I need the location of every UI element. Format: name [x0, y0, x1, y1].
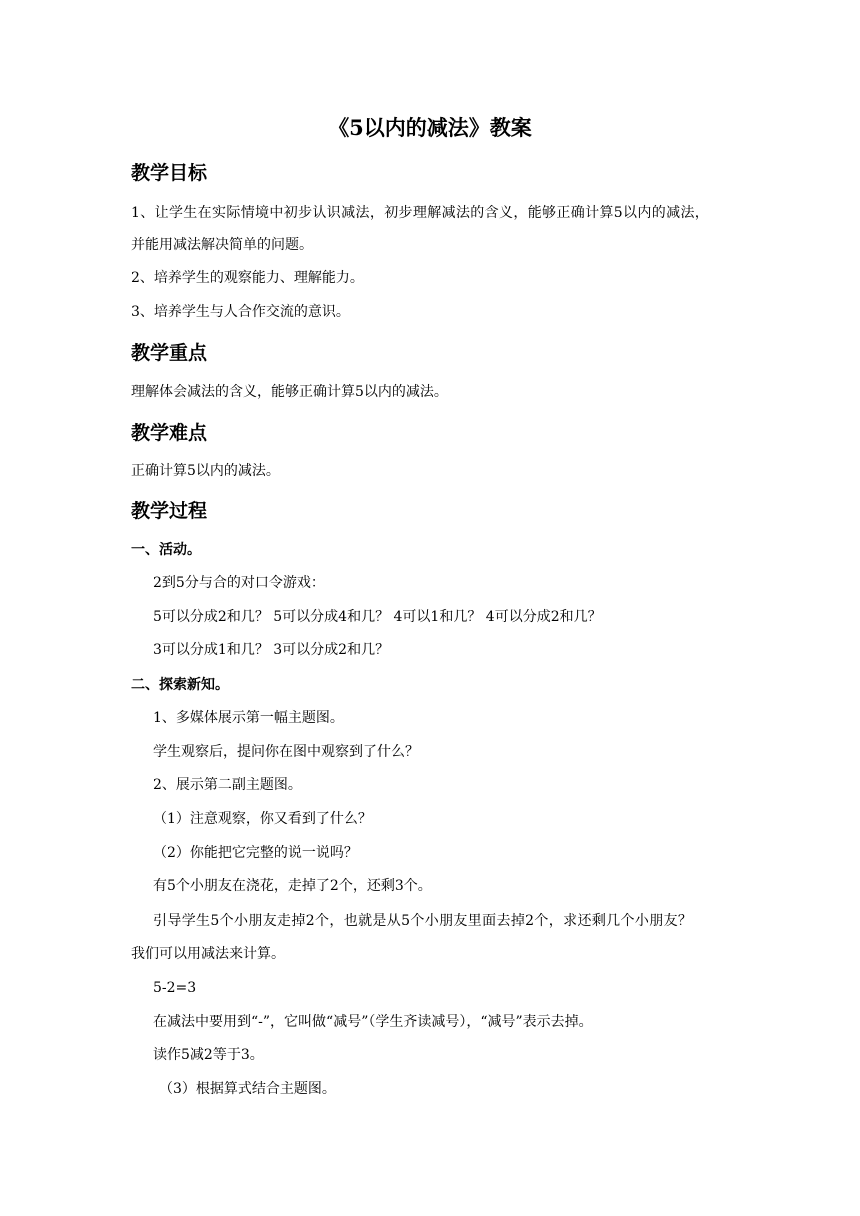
- process-part2-line-6: 有5个小朋友在浇花，走掉了2个，还剩3个。: [153, 878, 432, 894]
- process-part1-line-1: 2到5分与合的对口令游戏：: [153, 575, 325, 591]
- process-part1-heading: 一、活动。: [131, 542, 201, 558]
- process-part2-line-11: 读作5减2等于3。: [153, 1047, 264, 1063]
- process-part2-line-4: （1）注意观察，你又看到了什么？: [153, 811, 372, 827]
- process-part1-line-3: 3可以分成1和几？ 3可以分成2和几？: [153, 642, 390, 658]
- process-part2-line-7: 引导学生5个小朋友走掉2个，也就是从5个小朋友里面去掉2个，求还剩几个小朋友？: [153, 913, 693, 929]
- process-part2-line-10: 在减法中要用到“-”，它叫做“减号”（学生齐读减号），“减号”表示去掉。: [153, 1014, 593, 1030]
- key-points-text: 理解体会减法的含义，能够正确计算5以内的减法。: [131, 384, 448, 400]
- heading-objectives: 教学目标: [131, 162, 208, 184]
- process-part2-line-2: 学生观察后，提问你在图中观察到了什么？: [153, 744, 419, 760]
- process-part2-line-8: 我们可以用减法来计算。: [131, 946, 285, 962]
- process-part2-heading: 二、探索新知。: [131, 677, 229, 693]
- objective-line-4: 3、培养学生与人合作交流的意识。: [131, 304, 350, 320]
- process-part2-equation: 5-2=3: [153, 980, 197, 996]
- heading-difficulties: 教学难点: [131, 422, 208, 444]
- process-part2-line-5: （2）你能把它完整的说一说吗？: [153, 845, 358, 861]
- objective-line-3: 2、培养学生的观察能力、理解能力。: [131, 270, 364, 286]
- difficulties-text: 正确计算5以内的减法。: [131, 463, 280, 479]
- process-part1-line-2: 5可以分成2和几？ 5可以分成4和几？ 4可以1和几？ 4可以分成2和几？: [153, 609, 602, 625]
- heading-process: 教学过程: [131, 500, 208, 522]
- process-part2-line-3: 2、展示第二副主题图。: [153, 777, 302, 793]
- objective-line-1: 1、让学生在实际情境中初步认识减法，初步理解减法的含义，能够正确计算5以内的减法，: [131, 205, 710, 221]
- process-part2-line-1: 1、多媒体展示第一幅主题图。: [153, 710, 344, 726]
- heading-key-points: 教学重点: [131, 342, 208, 364]
- process-part2-line-12: （3）根据算式结合主题图。: [159, 1081, 336, 1097]
- objective-line-2: 并能用减法解决简单的问题。: [131, 237, 313, 253]
- document-title: 《5以内的减法》教案: [328, 115, 532, 140]
